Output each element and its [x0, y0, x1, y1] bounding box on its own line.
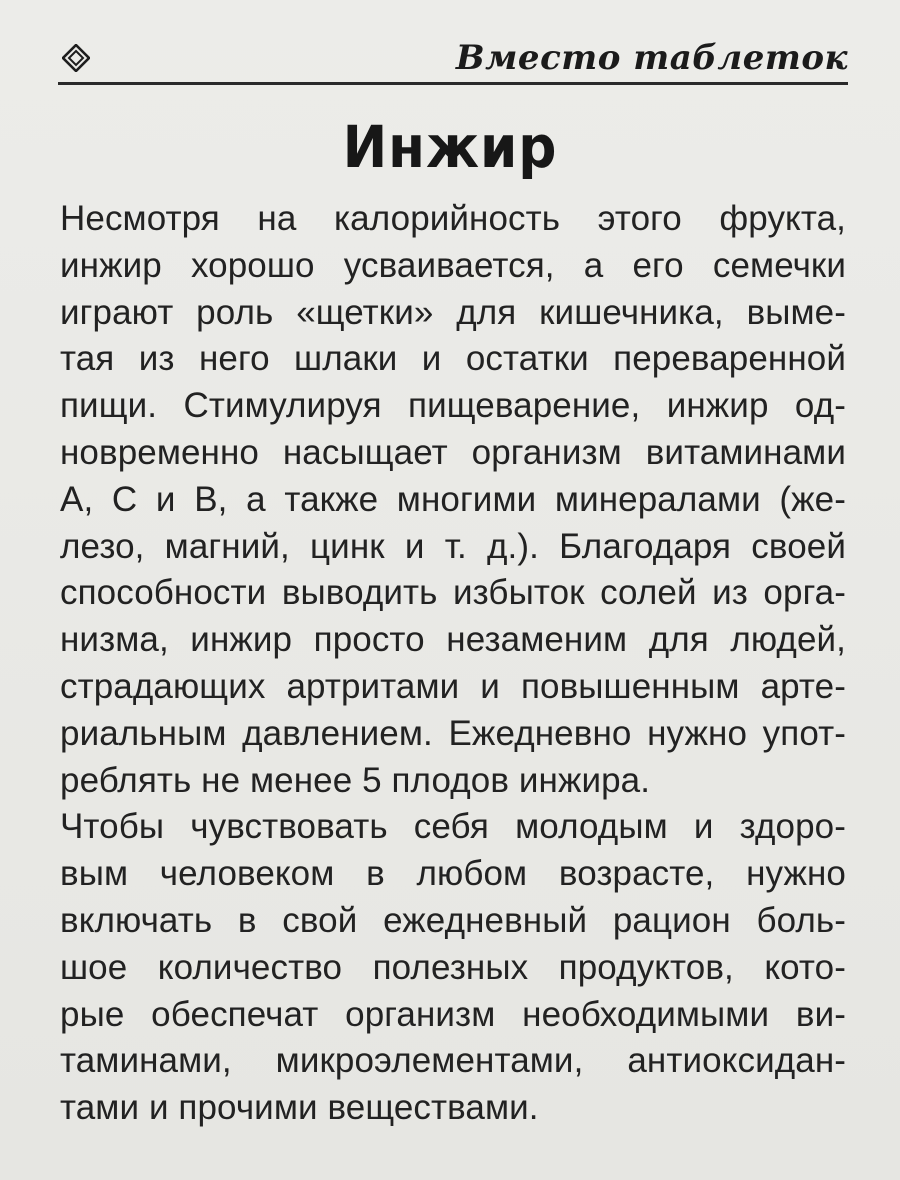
body-line: страдающих артритами и повышенным арте- [60, 666, 846, 706]
body-line: включать в свой ежедневный рацион боль- [60, 900, 846, 940]
running-head [58, 38, 848, 84]
body-line: новременно насыщает организм витаминами [60, 432, 846, 472]
header-rule [58, 82, 848, 85]
body-line: Чтобы чувствовать себя молодым и здоро- [60, 807, 846, 847]
body-line: шое количество полезных продуктов, кото- [60, 947, 846, 987]
body-line: Несмотря на калорийность этого фрукта, [60, 199, 846, 238]
body-line: реблять не менее 5 плодов инжира. [60, 760, 651, 800]
body-line: тами и прочими веществами. [60, 1088, 539, 1128]
body-line: играют роль «щетки» для кишечника, выме- [60, 292, 846, 332]
body-line: рые обеспечат организм необходимыми ви- [60, 994, 846, 1034]
body-line: низма, инжир просто незаменим для людей, [60, 620, 846, 660]
article-title: Инжир [342, 113, 558, 181]
body-line: тая из него шлаки и остатки переваренной [60, 339, 846, 379]
body-line: вым человеком в любом возрасте, нужно [60, 854, 846, 894]
body-line: способности выводить избыток солей из орга- [60, 573, 846, 613]
body-line: лезо, магний, цинк и т. д.). Благодаря своей [60, 526, 846, 566]
body-line: таминами, микроэлементами, антиоксидан- [60, 1041, 846, 1081]
diamond-ornament-icon [62, 44, 90, 72]
article-body [60, 196, 846, 1132]
body-line: инжир хорошо усваивается, а его семечки [60, 245, 846, 285]
running-title: Вместо таблеток [455, 38, 848, 78]
body-line: пищи. Стимулируя пищеварение, инжир од- [60, 386, 846, 426]
body-line: риальным давлением. Ежедневно нужно упот- [60, 713, 846, 753]
body-line: А, С и В, а также многими минералами (же- [60, 479, 846, 519]
